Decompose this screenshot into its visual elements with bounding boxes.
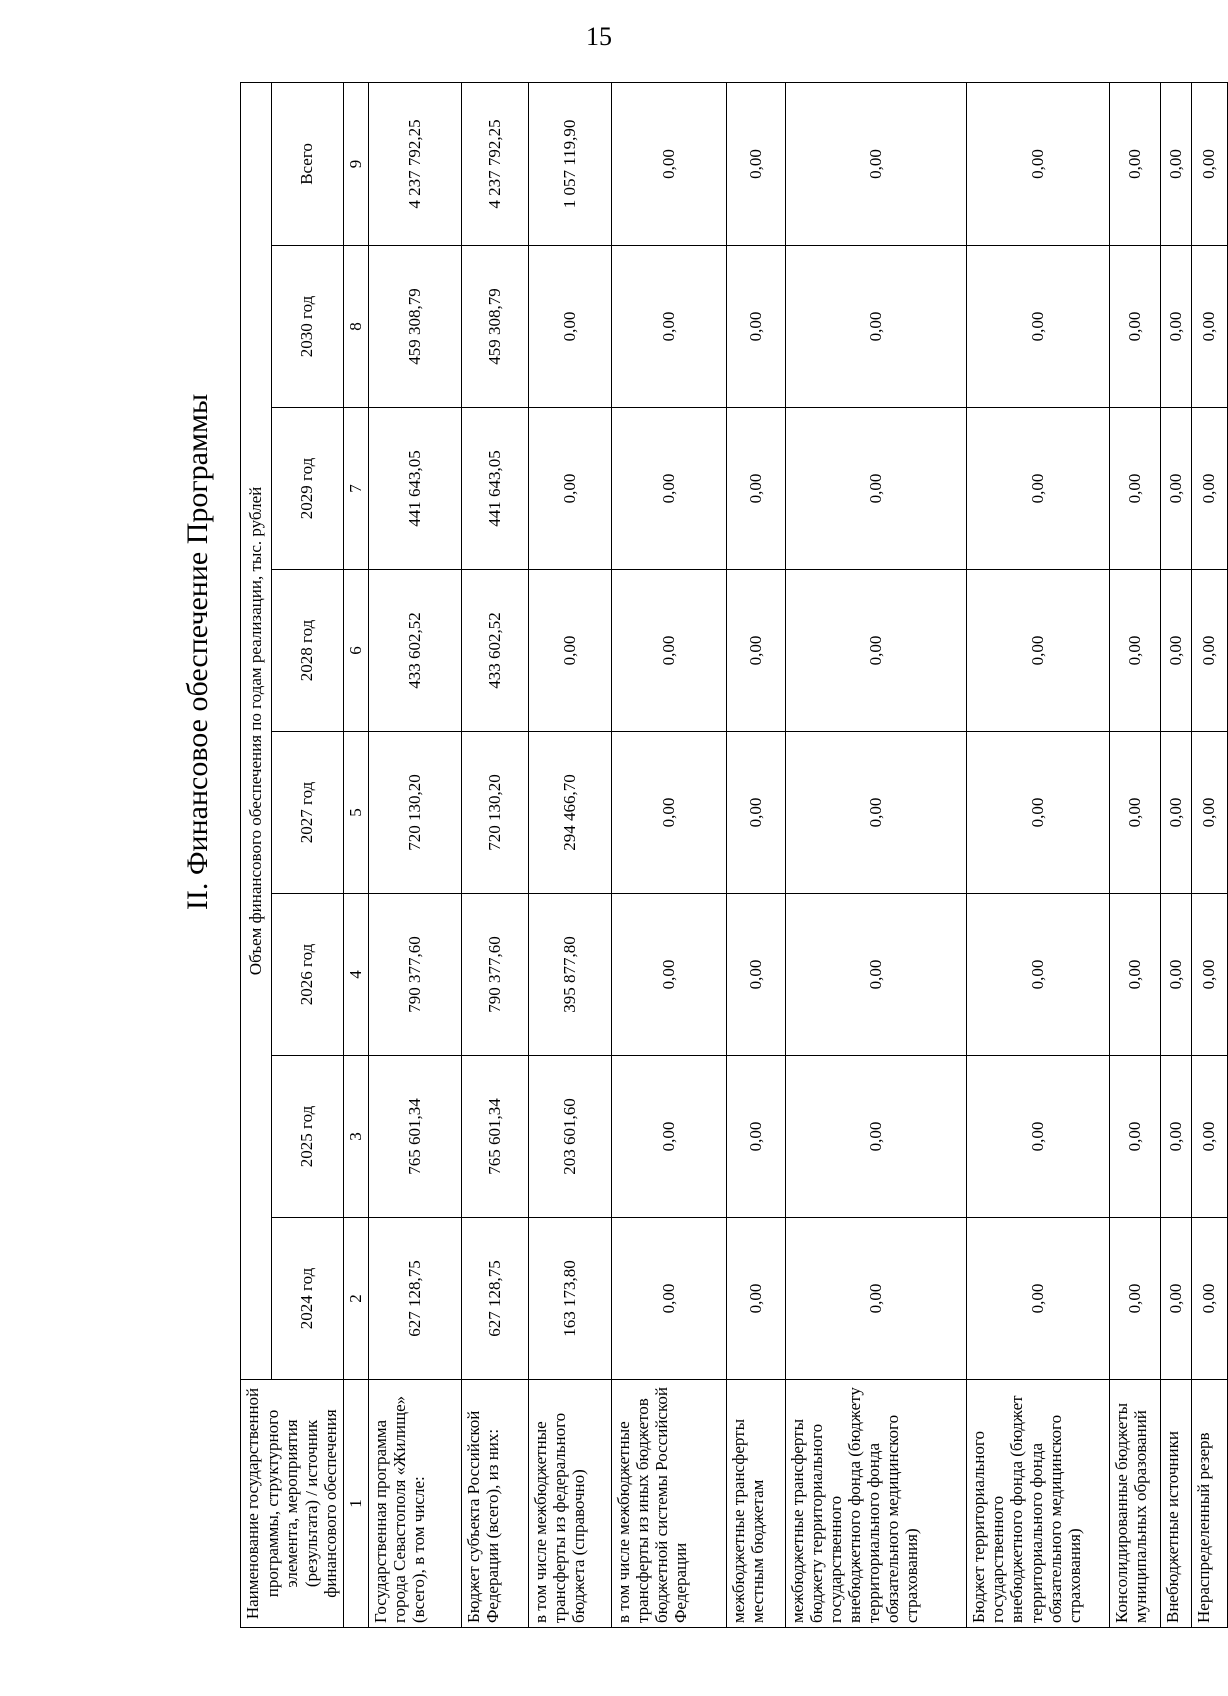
value-cell: 0,00: [528, 246, 611, 408]
value-cell: 203 601,60: [528, 1056, 611, 1218]
value-cell: 0,00: [1160, 1218, 1191, 1380]
value-cell: 441 643,05: [461, 408, 528, 570]
value-cell: 441 643,05: [368, 408, 461, 570]
row-label: Бюджет субъекта Российской Федерации (всего), из них:: [461, 1380, 528, 1628]
value-cell: 0,00: [786, 246, 967, 408]
table-row: [368, 82, 461, 1627]
row-label: Консолидированные бюджеты муниципальных образований: [1109, 1380, 1160, 1628]
col-name-header: Наименование государственной программы, структурного элемента, мероприятия (результата) / источник финансового обеспечения: [241, 1380, 344, 1628]
value-cell: 0,00: [967, 570, 1109, 732]
column-number-row: [343, 82, 368, 1627]
value-cell: 294 466,70: [528, 732, 611, 894]
value-cell: 720 130,20: [368, 732, 461, 894]
value-cell: 0,00: [1160, 570, 1191, 732]
table-row: [461, 82, 528, 1627]
row-label: в том числе межбюджетные трансферты из федерального бюджета (справочно): [528, 1380, 611, 1628]
value-cell: 790 377,60: [461, 894, 528, 1056]
value-cell: 459 308,79: [461, 246, 528, 408]
section-title: II. Финансовое обеспечение Программы: [181, 393, 214, 911]
column-number: 8: [343, 246, 368, 408]
value-cell: 627 128,75: [368, 1218, 461, 1380]
value-cell: 0,00: [786, 894, 967, 1056]
value-cell: 0,00: [967, 894, 1109, 1056]
column-number: 6: [343, 570, 368, 732]
value-cell: 0,00: [1160, 1056, 1191, 1218]
total-cell: 0,00: [726, 82, 786, 245]
row-label: межбюджетные трансферты бюджету территориального государственного внебюджетного фонда (бюджету территориального фонда обязательного медицинского страхования): [786, 1380, 967, 1628]
value-cell: 0,00: [1191, 1218, 1227, 1380]
value-cell: 0,00: [528, 570, 611, 732]
value-cell: 0,00: [612, 1218, 726, 1380]
value-cell: 0,00: [1160, 246, 1191, 408]
value-cell: 0,00: [1109, 408, 1160, 570]
value-cell: 0,00: [1109, 1056, 1160, 1218]
value-cell: 163 173,80: [528, 1218, 611, 1380]
value-cell: 0,00: [528, 408, 611, 570]
row-label: межбюджетные трансферты местным бюджетам: [726, 1380, 786, 1628]
value-cell: 0,00: [612, 570, 726, 732]
page-number: 15: [586, 22, 612, 51]
column-number: 9: [343, 82, 368, 245]
value-cell: 0,00: [612, 1056, 726, 1218]
table-row: [612, 82, 726, 1627]
value-cell: 395 877,80: [528, 894, 611, 1056]
value-cell: 720 130,20: [461, 732, 528, 894]
total-cell: 4 237 792,25: [368, 82, 461, 245]
value-cell: 459 308,79: [368, 246, 461, 408]
value-cell: 0,00: [726, 408, 786, 570]
value-cell: 627 128,75: [461, 1218, 528, 1380]
table-row: [528, 82, 611, 1627]
value-cell: 0,00: [967, 1218, 1109, 1380]
value-cell: 765 601,34: [368, 1056, 461, 1218]
value-cell: 0,00: [786, 1056, 967, 1218]
value-cell: 0,00: [1191, 1056, 1227, 1218]
value-cell: 0,00: [786, 408, 967, 570]
row-label: Бюджет территориального государственного внебюджетного фонда (бюджет территориального фонда обязательного медицинского страхования): [967, 1380, 1109, 1628]
value-cell: 0,00: [612, 246, 726, 408]
year-header: 2030 год: [271, 246, 343, 408]
table-body: [368, 82, 1227, 1627]
value-cell: 433 602,52: [368, 570, 461, 732]
total-cell: 0,00: [1191, 82, 1227, 245]
year-header: 2028 год: [271, 570, 343, 732]
table-row: [1109, 82, 1160, 1627]
total-cell: 4 237 792,25: [461, 82, 528, 245]
value-cell: 0,00: [786, 570, 967, 732]
year-header: 2026 год: [271, 894, 343, 1056]
table-row: [1191, 82, 1227, 1627]
row-label: Нераспределенный резерв: [1191, 1380, 1227, 1628]
finance-table: [240, 82, 1228, 1628]
value-cell: 0,00: [726, 732, 786, 894]
year-header: 2029 год: [271, 408, 343, 570]
table-row: [786, 82, 967, 1627]
table-row: [967, 82, 1109, 1627]
total-cell: 0,00: [786, 82, 967, 245]
value-cell: 0,00: [1191, 894, 1227, 1056]
group-header: Объем финансового обеспечения по годам реализации, тыс. рублей: [241, 82, 272, 1379]
value-cell: 0,00: [1191, 408, 1227, 570]
total-header: Всего: [271, 82, 343, 245]
value-cell: 0,00: [967, 246, 1109, 408]
value-cell: 0,00: [1109, 732, 1160, 894]
table-row: [1160, 82, 1191, 1627]
value-cell: 0,00: [967, 408, 1109, 570]
value-cell: 0,00: [1191, 246, 1227, 408]
value-cell: 433 602,52: [461, 570, 528, 732]
column-number: 7: [343, 408, 368, 570]
value-cell: 0,00: [1160, 732, 1191, 894]
column-number: 3: [343, 1056, 368, 1218]
column-number: 2: [343, 1218, 368, 1380]
column-number: 4: [343, 894, 368, 1056]
total-cell: 0,00: [967, 82, 1109, 245]
column-number: 1: [343, 1380, 368, 1628]
total-cell: 0,00: [1160, 82, 1191, 245]
value-cell: 0,00: [1109, 1218, 1160, 1380]
row-label: Государственная программа города Севастополя «Жилище» (всего), в том числе:: [368, 1380, 461, 1628]
value-cell: 0,00: [967, 732, 1109, 894]
year-header: 2025 год: [271, 1056, 343, 1218]
value-cell: 0,00: [726, 894, 786, 1056]
value-cell: 0,00: [612, 732, 726, 894]
row-label: Внебюджетные источники: [1160, 1380, 1191, 1628]
value-cell: 0,00: [612, 894, 726, 1056]
value-cell: 0,00: [967, 1056, 1109, 1218]
total-cell: 1 057 119,90: [528, 82, 611, 245]
value-cell: 0,00: [726, 246, 786, 408]
value-cell: 0,00: [1160, 408, 1191, 570]
table-row: [726, 82, 786, 1627]
value-cell: 0,00: [726, 1056, 786, 1218]
value-cell: 0,00: [1191, 732, 1227, 894]
row-label: в том числе межбюджетные трансферты из иных бюджетов бюджетной системы Российской Федерации: [612, 1380, 726, 1628]
value-cell: 765 601,34: [461, 1056, 528, 1218]
value-cell: 0,00: [612, 408, 726, 570]
year-header: 2024 год: [271, 1218, 343, 1380]
value-cell: 0,00: [1160, 894, 1191, 1056]
value-cell: 790 377,60: [368, 894, 461, 1056]
value-cell: 0,00: [786, 732, 967, 894]
value-cell: 0,00: [726, 570, 786, 732]
total-cell: 0,00: [612, 82, 726, 245]
total-cell: 0,00: [1109, 82, 1160, 245]
value-cell: 0,00: [1109, 894, 1160, 1056]
value-cell: 0,00: [786, 1218, 967, 1380]
finance-table-wrapper: [240, 83, 1225, 1628]
year-header: 2027 год: [271, 732, 343, 894]
value-cell: 0,00: [726, 1218, 786, 1380]
column-number: 5: [343, 732, 368, 894]
value-cell: 0,00: [1109, 570, 1160, 732]
value-cell: 0,00: [1191, 570, 1227, 732]
value-cell: 0,00: [1109, 246, 1160, 408]
